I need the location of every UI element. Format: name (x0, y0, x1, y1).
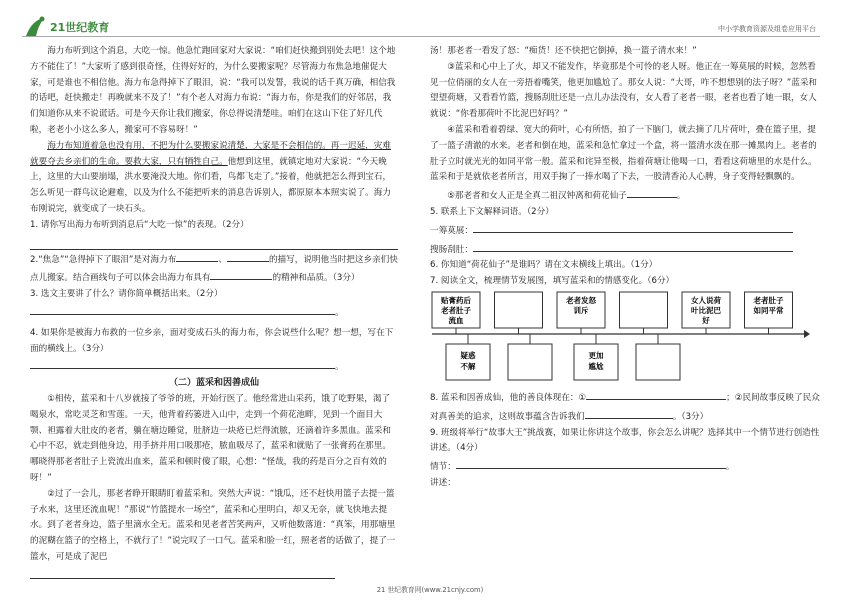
question-8: 8. 蓝采和因善成仙，他的善良体现在：① ；②民间故事反映了民众对真善美的追求，这则故事蕴含告诉我们 。（3分） (430, 388, 820, 426)
right-column (430, 44, 820, 492)
passage-paragraph: 海力布听到这个消息，大吃一惊。他急忙跑回家对大家说：“咱们赶快搬到别处去吧！这个地方不能住了！”大家听了感到很奇怪，住得好好的，为什么要搬家呢？尽管海力布焦急地催促大家，可是谁也不相信他。海力布急得掉下了眼泪，说：“我可以发誓，我说的话千真万确，相信我的话吧，赶快搬走！再晚就来不及了！”有个老人对海力布说：“海力布，你是我们的好邻居，我们知道你从来不说谎话。可是今天你让我们搬家，你总得说清楚哇。咱们在这山下住了好几代啦，老老小小这么多人，搬家可不容易呀！” (30, 46, 396, 135)
flow-event-text: 贴膏药后 (441, 295, 471, 305)
flow-event-text: 老者肚子 (441, 305, 471, 315)
logo-text: 21世纪教育 (50, 21, 110, 34)
footnote-divider (30, 578, 335, 579)
flow-event-box (557, 292, 605, 334)
flow-emotion-text: 更加 (588, 350, 604, 360)
section-title: （二）蓝采和因善成仙 (168, 378, 259, 389)
answer-blank[interactable] (586, 388, 726, 400)
flow-emotion-text: 尴尬 (588, 361, 604, 371)
left-column (30, 44, 398, 566)
answer-row: 。 (30, 303, 398, 322)
answer-blank[interactable] (227, 250, 269, 262)
plot-flow-diagram (430, 290, 810, 388)
flow-emotion-box (446, 334, 490, 380)
passage-paragraph: 汤！那老者一看发了怒：“痴货！还不快把它倒掉，换一篮子清水来！” (430, 46, 697, 56)
answer-blank[interactable] (210, 268, 272, 280)
flow-event-box (682, 292, 730, 334)
answer-blank[interactable] (176, 250, 218, 262)
question-4: 4. 如果你是被海力布救的一位乡亲，面对变成石头的海力布，你会说些什么呢？想一想，写在下面的横线上。（3分） (30, 327, 394, 354)
question-1: 1. 请你写出海力布听到消息后“大吃一惊”的表现。（2分） (30, 219, 249, 230)
passage-paragraph: ④蓝采和看着碧绿、宽大的荷叶，心有所悟，拍了一下脑门，就去摘了几片荷叶，叠在篮子里，提了一篮子清澈的水来。老者和倒在地，蓝采和急忙拿过一个盒，将一篮清水泼在那一摊黑肉上。老者的肚子立时就光光的如同平常一般。蓝采和诧异至极，指着荷塘让他喝一口，看看这荷塘里的水是什么。蓝采和于是就依老者所言，用双手掬了一捧水喝了下去，一股清香沁人心脾，身子变得轻飘飘的。 (430, 124, 817, 183)
flow-event-text: 好 (702, 315, 710, 325)
flow-emotion-box (574, 334, 618, 380)
answer-row: 。 (30, 357, 398, 376)
page-footer: 21 世纪教育网(www.21cnjy.com) (376, 586, 484, 594)
passage-text: 他想到这里，就镇定地对大家说：“今天晚上，这里的大山要崩塌，洪水要淹没大地。你们看，鸟都飞走了。”接着，他就把怎么得到宝石，怎么听见一群鸟议论避难，以及为什么不能把听来的消息告诉别人，都原原本本照实说了。海力布刚说完，就变成了一块石头。 (30, 156, 392, 214)
answer-blank[interactable] (473, 240, 793, 252)
answer-blank[interactable] (456, 457, 726, 469)
answer-line[interactable] (30, 234, 398, 250)
answer-blank[interactable] (585, 407, 673, 419)
question-2: 2.“焦急”“急得掉下了眼泪”是对海力布 、 的描写，说明他当时把这乡亲们快点儿搬家。结合画线句子可以体会出海力布具有 的精神和品质。（3分） (30, 250, 398, 288)
flow-blank-box[interactable] (620, 292, 668, 334)
answer-blank[interactable] (473, 221, 793, 233)
passage-paragraph (30, 139, 398, 218)
answer-blank[interactable] (627, 186, 677, 198)
question-7: 7. 阅读全文，梳理情节发展图，填写蓝采和的情感变化。（6分） (430, 276, 675, 287)
passage-paragraph: ⑤那老者和女人正是全真二祖汉钟离和荷花仙子 。 (430, 186, 820, 205)
flow-emotion-text: 疑惑 (460, 350, 476, 360)
flow-event-text: 老者肚子 (753, 295, 784, 305)
flow-event-text: 流血 (448, 315, 464, 325)
flow-emotion-blank-box[interactable] (636, 334, 680, 380)
flow-emotion-text: 不解 (460, 361, 476, 371)
answer-row: 讲述： (430, 477, 456, 488)
arrow-head-icon (804, 330, 810, 338)
flow-event-box (745, 292, 793, 334)
header-right-text: 中小学教育资源及组卷应用平台 (718, 25, 816, 33)
site-logo (22, 14, 122, 42)
flow-event-text: 如同平常 (753, 305, 784, 315)
flow-event-text: 训斥 (573, 305, 589, 315)
question-3: 3. 选文主要讲了什么？请你简单概括出来。（2分） (30, 289, 223, 300)
flow-event-text: 女人说荷 (691, 295, 721, 305)
answer-row: 情节： 。 (430, 457, 820, 476)
flow-emotion-blank-box[interactable] (508, 334, 552, 380)
flow-event-box (432, 292, 480, 334)
answer-row: 一筹莫展： (430, 221, 820, 240)
passage-paragraph: ②过了一会儿，那老者睁开眼睛盯着蓝采和。突然大声说：“饿瓜，还不赶快用篮子去提一篮子水来，这里还流血呢！”那说“竹篮提水一场空”，蓝采和心里明白，却又无奈，就飞快地去提水。到了老者身边，篮子里滴水全无。蓝采和见老者苦笑两声，又听他数落道：“真笨，用那塘里的泥糊在篮子的空格上，不就行了！”说完叹了一口气。蓝采和脸一红，照老者的话做了，提了一篮水，可是成了泥巴 (30, 488, 396, 562)
answer-blank[interactable] (30, 303, 335, 315)
question-9: 9. 班级将举行“故事大王”挑战赛，如果让你讲这个故事，你会怎么讲呢？选择其中一个情节进行创造性讲述。（4分） (430, 427, 820, 454)
passage-paragraph: ①相传，蓝采和十八岁就接了爷爷的班，开始行医了。他经常进山采药，饿了吃野果，渴了喝泉水，常吃灵芝和雪莲。一天，他背着药篓进入山中，走到一个荷花池畔，见到一个面目大颚、袒露着大肚皮的老者，躺在塘边睡觉，肚脐边一块疮已烂得流脓，还滴着许多黑血。蓝采和心中不忍，就走到他身边，用手挤并用口吸那疮，脓血吸尽了，蓝采和就贴了一张膏药在那里。哪晓得那老者肚子上瓷流出血来，蓝采和顿时傻了眼，心想：“怪哉，我的药是百分之百有效的呀！” (30, 393, 391, 483)
flow-event-text: 老者发怒 (566, 295, 596, 305)
flow-event-text: 叶比泥巴 (691, 305, 721, 315)
header-divider (22, 36, 820, 37)
flow-blank-box[interactable] (495, 292, 543, 334)
question-6: 6. 你知道“荷花仙子”是谁吗？请在文末横线上填出。（1分） (430, 260, 658, 271)
passage-paragraph: ③蓝采和心中上了火，却又不能发作，毕竟那是个可怜的老人呀。他正在一筹莫展的时候，忽然看见一位俏丽的女人在一旁捂着嘴笑，他更加尴尬了。那女人说：“大哥，咋不想想别的法子呀？”蓝采和望望荷塘，又看看竹篮，搜肠刮肚还是一点儿办法没有，女人看了老者一眼，老者也看了她一眼，女人就说：“你看那荷叶不比泥巴好吗？” (430, 61, 818, 120)
answer-blank[interactable] (30, 357, 335, 369)
question-5: 5. 联系上下文解释词语。（2分） (430, 206, 554, 217)
underlined-sentence: 海力布知道着急也没有用，不把为什么要搬家说清楚，大家是不会相信的。再一迟延，灾难就要夺去乡亲们的生命。要救大家，只有牺牲自己。 (30, 140, 391, 167)
answer-row: 搜肠刮肚： (430, 240, 820, 259)
